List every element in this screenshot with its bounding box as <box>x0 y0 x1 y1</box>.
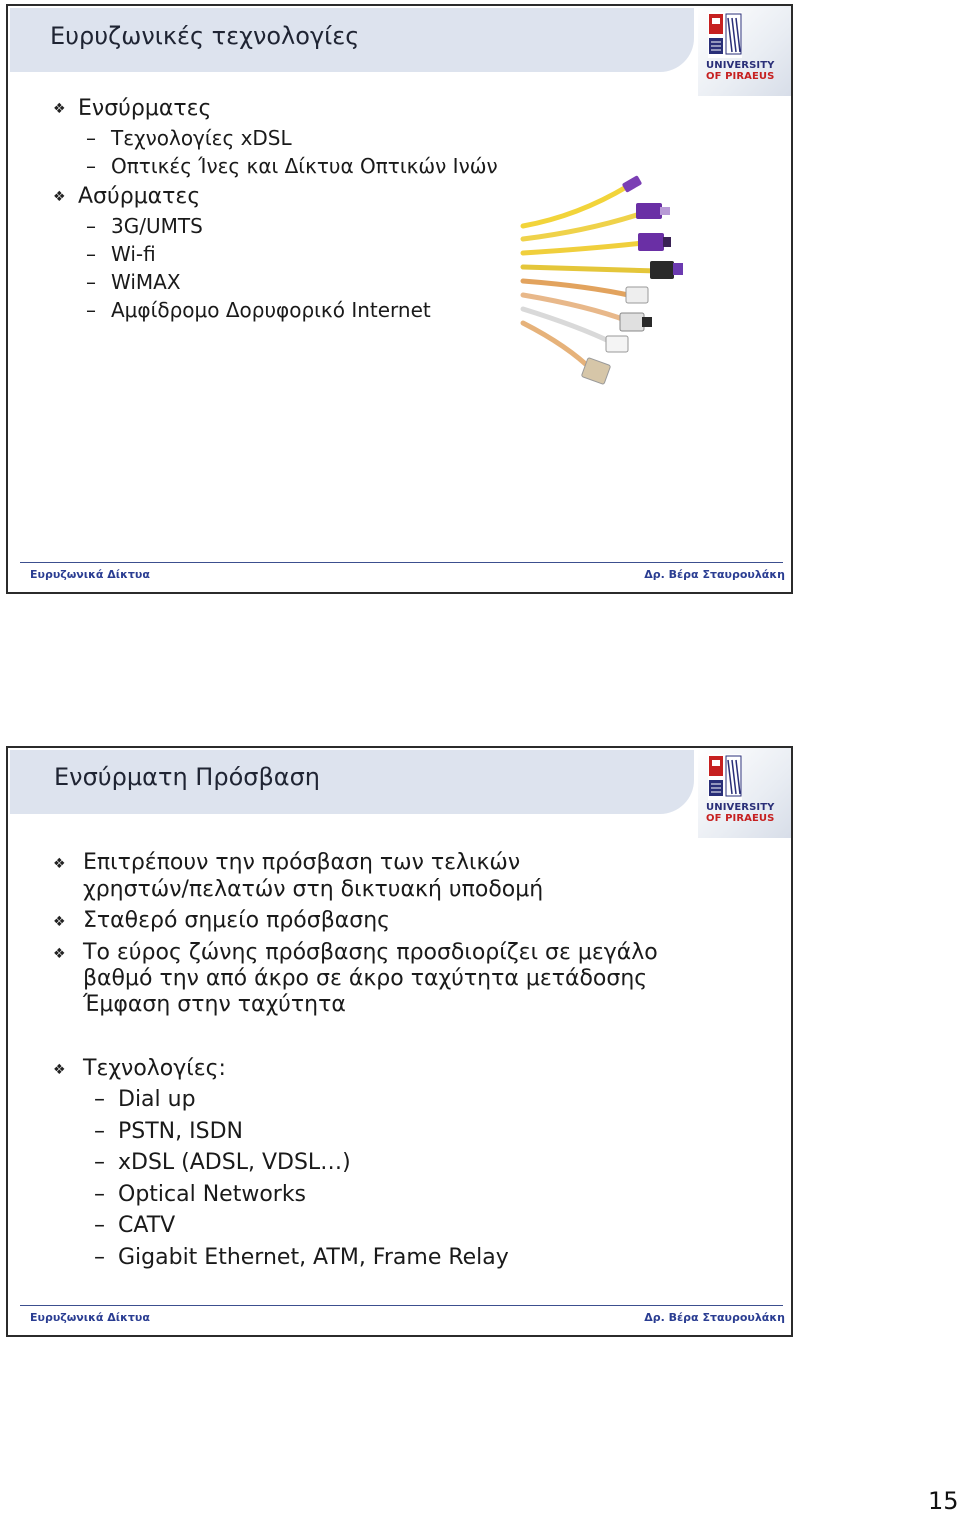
sub-bullet-label: Optical Networks <box>118 1182 307 1207</box>
bullet-line: χρηστών/πελατών στη δικτυακή υποδομή <box>83 877 544 902</box>
footer-author: Δρ. Βέρα Σταυρουλάκη <box>644 568 785 581</box>
sub-bullet-label: CATV <box>118 1213 176 1238</box>
sub-bullet-dash: – <box>86 242 96 266</box>
fiber-optic-cables-image <box>518 171 708 401</box>
bullet-line: βαθμό την από άκρο σε άκρο ταχύτητα μετάδοσης <box>83 966 648 991</box>
sub-bullet-dash: – <box>86 298 96 322</box>
slide-1 <box>6 4 793 594</box>
sub-bullet-label: PSTN, ISDN <box>118 1119 243 1144</box>
logo-wordmark: UNIVERSITY OF PIRAEUS <box>706 802 775 824</box>
sub-bullet-dash: – <box>94 1245 105 1270</box>
sub-bullet-dash: – <box>94 1087 105 1112</box>
sub-bullet-label: 3G/UMTS <box>111 214 203 238</box>
bullet-diamond-icon: ❖ <box>53 946 66 962</box>
footer-course-title: Ευρυζωνικά Δίκτυα <box>30 568 150 581</box>
sub-bullet-label: Τεχνολογίες xDSL <box>111 126 292 150</box>
slide-title: Ευρυζωνικές τεχνολογίες <box>50 22 360 50</box>
sub-bullet-label: Wi-fi <box>111 242 156 266</box>
bullet-label: Ενσύρματες <box>78 96 212 121</box>
sub-bullet-label: Αμφίδρομο Δορυφορικό Internet <box>111 298 431 322</box>
sub-bullet-dash: – <box>86 214 96 238</box>
bullet-line: Έμφαση στην ταχύτητα <box>83 992 346 1017</box>
bullet-diamond-icon: ❖ <box>53 914 66 930</box>
university-crest-icon <box>708 12 742 58</box>
sub-bullet-label: Gigabit Ethernet, ATM, Frame Relay <box>118 1245 509 1270</box>
bullet-diamond-icon: ❖ <box>53 856 66 872</box>
title-bar <box>10 8 694 72</box>
footer-divider <box>20 562 783 563</box>
sub-bullet-dash: – <box>86 126 96 150</box>
university-logo <box>698 748 793 838</box>
sub-bullet-dash: – <box>94 1182 105 1207</box>
bullet-line: Σταθερό σημείο πρόσβασης <box>83 908 391 933</box>
university-logo <box>698 6 793 96</box>
sub-bullet-label: xDSL (ADSL, VDSL…) <box>118 1150 351 1175</box>
bullet-diamond-icon: ❖ <box>53 101 66 117</box>
sub-bullet-dash: – <box>94 1213 105 1238</box>
slide-title: Ενσύρματη Πρόσβαση <box>54 763 321 791</box>
bullet-line: Τεχνολογίες: <box>83 1056 226 1081</box>
sub-bullet-label: Οπτικές Ίνες και Δίκτυα Οπτικών Ινών <box>111 154 498 178</box>
footer-divider <box>20 1305 783 1306</box>
slide-2 <box>6 746 793 1337</box>
bullet-line: Επιτρέπουν την πρόσβαση των τελικών <box>83 850 521 875</box>
bullet-label: Ασύρματες <box>78 184 201 209</box>
sub-bullet-dash: – <box>94 1150 105 1175</box>
bullet-diamond-icon: ❖ <box>53 189 66 205</box>
title-bar <box>10 750 694 814</box>
sub-bullet-label: Dial up <box>118 1087 196 1112</box>
logo-wordmark: UNIVERSITY OF PIRAEUS <box>706 60 775 82</box>
sub-bullet-dash: – <box>86 154 96 178</box>
sub-bullet-dash: – <box>86 270 96 294</box>
bullet-diamond-icon: ❖ <box>53 1062 66 1078</box>
sub-bullet-label: WiMAX <box>111 270 181 294</box>
footer-course-title: Ευρυζωνικά Δίκτυα <box>30 1311 150 1324</box>
university-crest-icon <box>708 754 742 800</box>
sub-bullet-dash: – <box>94 1119 105 1144</box>
footer-author: Δρ. Βέρα Σταυρουλάκη <box>644 1311 785 1324</box>
bullet-line: Το εύρος ζώνης πρόσβασης προσδιορίζει σε μεγάλο <box>83 940 658 965</box>
page-number: 15 <box>928 1487 959 1515</box>
